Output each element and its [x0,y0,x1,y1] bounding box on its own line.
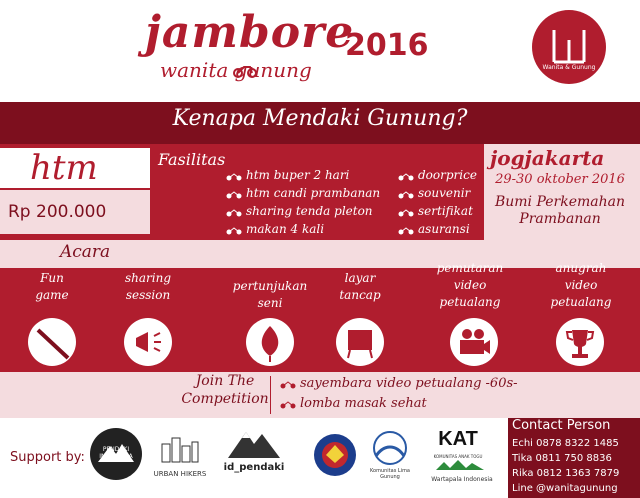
event-layar-tancap [320,270,400,304]
event-icon-circle [246,318,294,366]
komunitas-lima-gunung-logo [368,430,412,468]
organizer-logo [532,10,606,84]
event-icon-circle [336,318,384,366]
wayang-leaf-icon [246,318,294,366]
competition-label [180,372,270,408]
event-label: pertunjukan [232,279,308,293]
acara-title: Acara [60,242,111,262]
contact-line: Line @wanitagunung [512,483,618,494]
contact-line: Rika 0812 1363 7879 [512,468,620,479]
location-place [490,194,630,228]
support-logo-text: Wartapala Indonesia [431,476,493,483]
movie-camera-icon [450,318,498,366]
facilities-title: Fasilitas [158,150,226,169]
event-label: Fun [40,271,64,285]
event-label: game [35,288,69,302]
event-pemutaran-video [420,260,520,311]
location-place-line: Bumi Perkemahan [494,194,626,210]
motorcycle-icon [226,209,242,217]
question-text: Kenapa Mendaki Gunung? [172,106,468,131]
motorcycle-icon [398,173,414,181]
motorcycle-icon [280,381,296,389]
motorcycle-icon [226,227,242,235]
trophy-icon [556,318,604,366]
event-pertunjukan-seni [220,278,320,312]
event-label: sharing [124,271,172,285]
motorcycle-icon [398,209,414,217]
wartapala-logo [432,458,488,472]
facility-item: asuransi [418,222,470,236]
event-anugrah-video [536,260,626,311]
event-label: seni [257,296,283,310]
facility-item: souvenir [418,186,471,200]
competition-divider [270,376,271,414]
competition-label-line: Competition [181,391,269,407]
urban-hikers-logo [158,434,202,468]
contact-line: Tika 0811 750 8836 [512,453,612,464]
support-label: Support by: [10,450,85,465]
facility-item: sertifikat [418,204,473,218]
contact-line: Echi 0878 8322 1485 [512,438,619,449]
location-city: jogjakarta [490,146,605,170]
event-icon-circle [28,318,76,366]
event-label: petualang [550,295,612,309]
logo-glyph-icon [532,10,606,84]
support-logo-text: PENDAKI INDONESIA [99,446,133,460]
support-logo-text: URBAN HIKERS [153,470,207,478]
event-label: layar [344,271,376,285]
event-fun-game [22,270,82,304]
contact-title: Contact Person [512,418,611,433]
event-label: anugrah [555,261,607,275]
event-label: tancap [339,288,381,302]
motorcycle-icon [398,227,414,235]
facility-item: makan 4 kali [246,222,325,236]
support-logo-text: id_pendaki [223,462,285,473]
facility-item: doorprice [418,168,477,182]
htm-label: htm [30,148,98,188]
screen-icon [336,318,384,366]
price-text: Rp 200.000 [8,202,107,222]
event-label: video [564,278,598,292]
competition-item: sayembara video petualang -60s- [300,376,518,391]
support-logo-text: KAT [438,428,478,450]
event-label: video [453,278,487,292]
megaphone-icon [124,318,172,366]
event-label: petualang [439,295,501,309]
event-icon-circle [124,318,172,366]
event-year: 2016 [345,28,429,63]
motorcycle-icon [232,64,258,78]
stick-icon [28,318,76,366]
facility-item: sharing tenda pleton [246,204,373,218]
event-date: 29-30 oktober 2016 [495,172,625,187]
location-place-line: Prambanan [519,211,601,227]
event-icon-circle [556,318,604,366]
motorcycle-icon [280,401,296,409]
event-icon-circle [450,318,498,366]
facility-item: htm buper 2 hari [246,168,350,182]
support-logo-text: Komunitas Lima Gunung [369,468,410,480]
competition-label-line: Join The [195,373,255,389]
university-seal-logo [312,432,358,478]
competition-item: lomba masak sehat [300,396,427,411]
event-label: session [125,288,171,302]
support-logo-text: KOMUNITAS ANAK TOGU [433,454,483,459]
event-subtitle: wanita gunung [160,58,312,82]
event-title: jambore [145,7,355,58]
facility-item: htm candi prambanan [246,186,381,200]
motorcycle-icon [398,191,414,199]
event-label: pemutaran [436,261,504,275]
logo-caption: Wanita & Gunung [542,64,596,71]
event-sharing-session [108,270,188,304]
motorcycle-icon [226,191,242,199]
id-pendaki-logo [224,424,284,462]
motorcycle-icon [226,173,242,181]
